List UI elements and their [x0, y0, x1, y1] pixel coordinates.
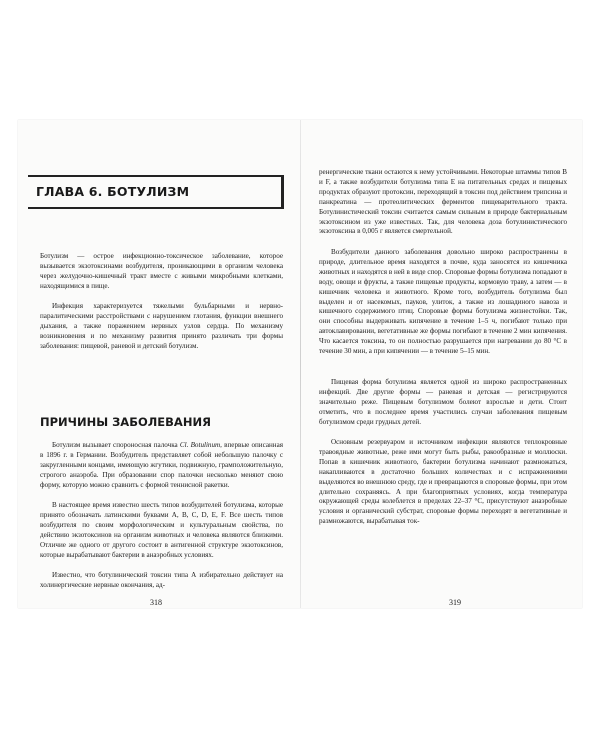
right-paragraph-3: Пищевая форма ботулизма является одной из широко распространенных инфекций. Две другие формы — раневая и детская — регистрируются значительно реже. Пищевым ботулизмом болеют взрослые и дети. Стоит отметить, что в последнее время участились случаи заболевания пищевым ботулизмом среди грудных детей.	[319, 378, 567, 426]
section-title: ПРИЧИНЫ ЗАБОЛЕВАНИЯ	[40, 415, 211, 429]
page-number-left: 318	[150, 598, 162, 607]
intro-paragraph-2: Инфекция характеризуется тяжелыми бульбарными и нервно-паралитическими расстройствами с нарушением глотания, функции внешнего дыхания, а также поражением нервных узлов сердца. По механизму возникновения и по механизму развития принято различать три формы заболевания: пищевой, раневой и детский ботулизм.	[40, 302, 283, 350]
intro-paragraph-1: Ботулизм — острое инфекционно-токсическое заболевание, которое вызывается экзотоксинами возбудителя, проникающими в организм человека через желудочно-кишечный тракт вместе с живыми микробными клетками, находящимися в пище.	[40, 252, 283, 290]
book-spread	[18, 120, 582, 608]
left-page	[18, 120, 300, 608]
section-paragraph-2: В настоящее время известно шесть типов возбудителей ботулизма, которые принято обозначать латинскими буквами А, В, С, D, Е, F. Все шесть типов возбудителя по своим морфологическим и культуральным свойства, по действию экзотоксинов на организм животных и человека являются близкими. Отличие же одного от другого состоит в антигенной структуре экзотоксинов, которые вырабатывают бактерии в анаэробных условиях.	[40, 501, 283, 559]
right-paragraph-2: Возбудители данного заболевания довольно широко распространены в природе, длительное время находятся в почве, куда заносятся из кишечника животных и находятся в ней в виде спор. Споровые формы ботулизма попадают в воду, овощи и фрукты, а также пищевые продукты, кормовую траву, а затем — в кишечник человека и животного. Кроме того, возбудитель ботулизма был выделен и от насекомых, пауков, улиток, а также из лошадиного навоза и кишечного содержимого птиц. Споровые формы ботулизма жизнестойки. Так, они способны выдерживать кипячение в течение 1–5 ч, погибают только при автоклавировании, вегетативные же формы погибают в течение 2 мин кипячения. Что касается токсина, то он полностью разрушается при нагревании до 80 °С в течение 30 мин, а при кипячении — в течение 5–15 мин.	[319, 248, 567, 356]
right-paragraph-4: Основным резервуаром и источником инфекции являются теплокровные травоядные животные, реже ими могут быть рыбы, ракообразные и моллюски. Попав в кишечник животного, бактерии ботулизма начинают размножаться, накапливаются в достаточно больших количествах и с испражнениями выделяются во внешнюю среду, где и превращаются в споровые формы, при этом длительно сохраняясь. А при благоприятных условиях, когда температура окружающей среды колеблется в пределах 22–37 °С, присутствуют анаэробные условия и органический субстрат, споровые формы переходят в вегетативные и размножаются, вырабатывая ток-	[319, 438, 567, 526]
section-paragraph-1: Ботулизм вызывает спороносная палочка Cl. Botulinum, впервые описанная в 1896 г. в Германии. Возбудитель представляет собой небольшую палочку с закругленными концами, имеющую жгутики, подвижную, грамположительную, строгого анаэроба. При образовании спор палочки несколько меняют свою форму, которую можно сравнить с формой теннисной ракетки.	[40, 441, 283, 489]
page-number-right: 319	[449, 598, 461, 607]
chapter-title: ГЛАВА 6. БОТУЛИЗМ	[36, 184, 190, 199]
section-paragraph-3: Известно, что ботулинический токсин типа А избирательно действует на холинергические нервные окончания, ад-	[40, 571, 283, 589]
right-page	[301, 120, 582, 608]
right-paragraph-1: ренергические ткани остаются к нему устойчивыми. Некоторые штаммы типов В и F, а также возбудители ботулизма типа Е на питательных средах и пищевых продуктах образуют протоксин, переходящий в токсин под действием трипсина и панкреатина — протеолитических ферментов пищеварительного тракта. Ботулинистический токсин считается самым сильным в природе бактериальным экзотоксином из уже известных. Так, для человека доза ботулинистического экзотоксина в 0,005 г является смертельной.	[319, 168, 567, 236]
